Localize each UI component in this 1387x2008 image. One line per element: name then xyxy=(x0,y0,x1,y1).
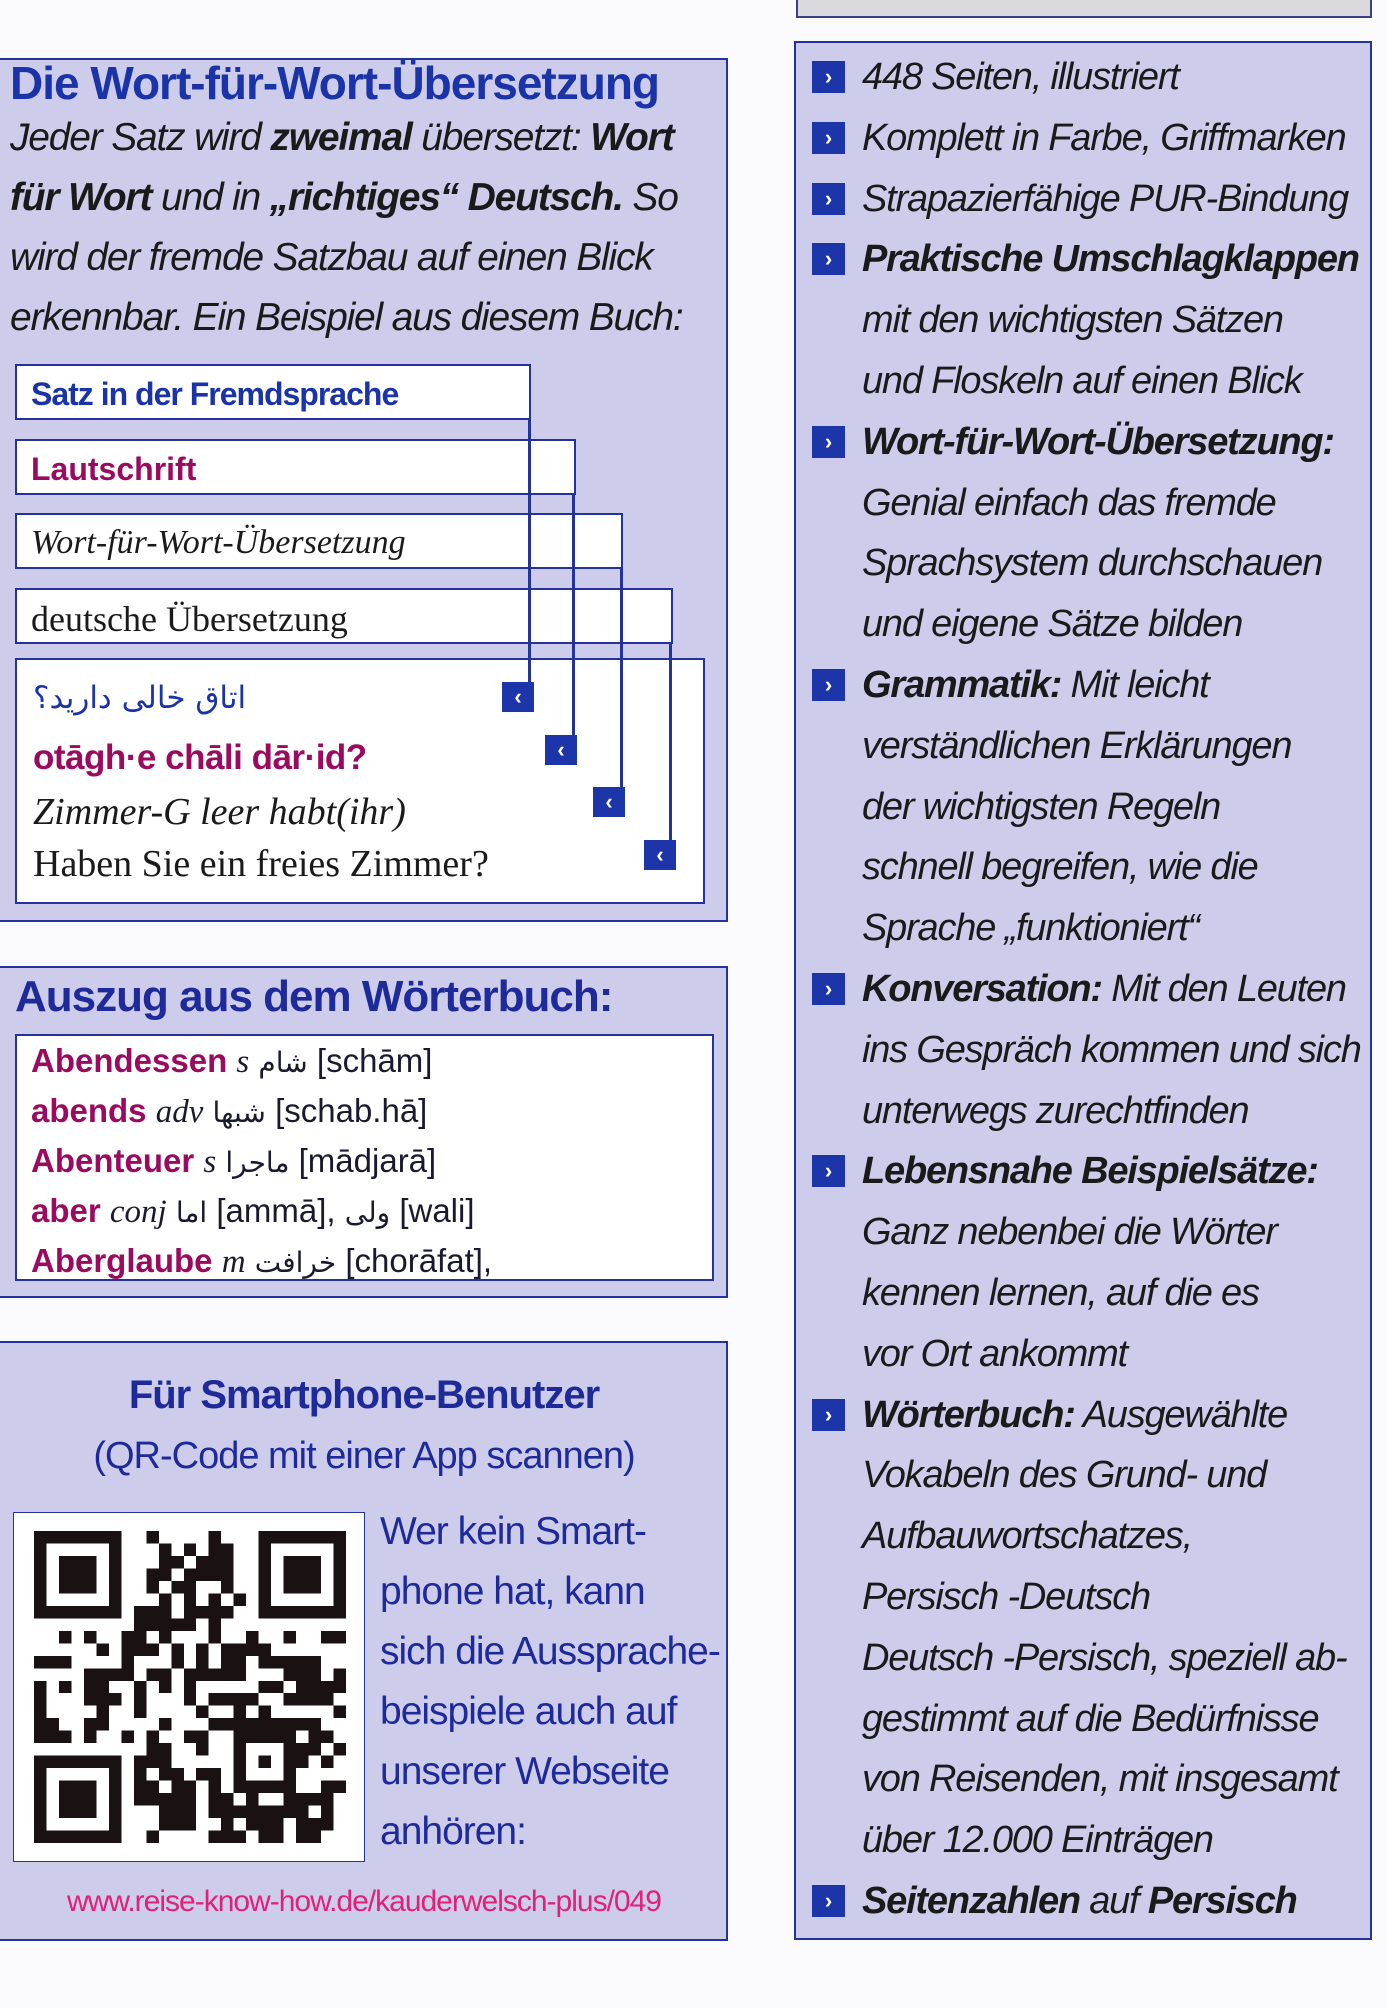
dictionary-entry xyxy=(31,1242,492,1281)
smartphone-text-line: sich die Aussprache- xyxy=(380,1630,720,1673)
feature-lead: Lebensnahe Beispielsätze: xyxy=(862,1150,1318,1193)
bullet-arrow-icon: › xyxy=(812,243,845,275)
feature-text: Ausgewählte xyxy=(1074,1393,1288,1436)
feature-item-line: von Reisenden, mit insgesamt xyxy=(862,1758,1338,1801)
feature-text: Mit den Leuten xyxy=(1101,968,1346,1010)
example-foreign: اتاق خالی دارید؟ xyxy=(33,680,247,716)
feature-text: Mit leicht xyxy=(1061,664,1209,706)
feature-item-line: der wichtigsten Regeln xyxy=(862,785,1221,828)
feature-item-line: schnell begreifen, wie die xyxy=(862,846,1258,889)
label-literal: Wort-für-Wort-Übersetzung xyxy=(31,524,406,561)
body-text: Jeder Satz wird xyxy=(10,116,271,159)
label-phonetic: Lautschrift xyxy=(31,451,197,487)
grammar-tag: s xyxy=(203,1144,217,1180)
transliteration: [chorāfat], xyxy=(345,1242,493,1279)
feature-item xyxy=(862,1880,1297,1922)
emphasis-text: zweimal xyxy=(270,116,412,159)
transliteration: [ammā], xyxy=(216,1192,336,1229)
feature-item-line: über 12.000 Einträgen xyxy=(862,1819,1213,1862)
persian-word: ولی xyxy=(344,1196,391,1229)
body-text: und in xyxy=(151,176,270,219)
grammar-tag: adv xyxy=(155,1094,204,1130)
transliteration: [schām] xyxy=(316,1042,433,1079)
persian-word: شام xyxy=(258,1046,308,1079)
example-german: Haben Sie ein freies Zimmer? xyxy=(33,843,489,885)
grammar-tag: conj xyxy=(109,1194,167,1230)
label-phonetic-box xyxy=(15,439,576,495)
emphasis-text: für Wort xyxy=(10,176,152,219)
wfw-body-line xyxy=(10,118,673,157)
example-literal: Zimmer-G leer habt(ihr) xyxy=(33,791,406,833)
bullet-arrow-icon: › xyxy=(812,426,845,458)
feature-item-line: Deutsch -Persisch, speziell ab- xyxy=(862,1636,1347,1679)
headword: Abenteuer xyxy=(31,1142,195,1179)
feature-lead: Praktische Umschlagklappen xyxy=(862,238,1359,281)
example-box xyxy=(15,658,705,904)
wfw-body-line xyxy=(10,178,678,217)
connector-line xyxy=(620,568,623,788)
feature-item xyxy=(862,1394,1287,1436)
bullet-arrow-icon: › xyxy=(812,1885,845,1917)
persian-word: ماجرا xyxy=(225,1146,290,1179)
qr-code-image xyxy=(34,1531,346,1843)
feature-item-line: Aufbauwortschatzes, xyxy=(862,1515,1192,1558)
feature-item-line: mit den wichtigsten Sätzen xyxy=(862,299,1283,342)
smartphone-text-line: anhören: xyxy=(380,1810,526,1853)
feature-text: Strapazierfähige PUR-Bindung xyxy=(862,177,1349,220)
headword: abends xyxy=(31,1092,147,1129)
dictionary-title: Auszug aus dem Wörterbuch: xyxy=(15,972,613,1021)
dictionary-entry xyxy=(31,1192,475,1231)
grammar-tag: m xyxy=(221,1244,246,1280)
connector-line xyxy=(669,643,672,841)
label-literal-box xyxy=(15,513,623,569)
arrow-left-icon: ‹ xyxy=(644,840,676,870)
dictionary-entries xyxy=(15,1034,714,1281)
feature-item xyxy=(862,56,1179,98)
feature-lead: Wort-für-Wort-Übersetzung: xyxy=(862,420,1334,463)
emphasis-text: Wort xyxy=(590,116,674,159)
arrow-left-icon: ‹ xyxy=(593,787,625,817)
feature-item-line: Sprache „funktioniert“ xyxy=(862,907,1199,950)
smartphone-text-line: phone hat, kann xyxy=(380,1570,645,1613)
grammar-tag: s xyxy=(236,1044,250,1080)
label-german: deutsche Übersetzung xyxy=(31,599,348,639)
feature-item-line: kennen lernen, auf die es xyxy=(862,1272,1259,1314)
example-phonetic: otāgh·e chāli dār·id? xyxy=(33,738,367,777)
feature-text: 448 Seiten, illustriert xyxy=(862,56,1179,98)
label-foreign-box xyxy=(15,364,531,420)
transliteration: [wali] xyxy=(399,1192,475,1229)
feature-item-line: Ganz nebenbei die Wörter xyxy=(862,1211,1277,1254)
body-text: wird der fremde Satzbau auf einen Blick xyxy=(10,236,653,279)
feature-lead: Konversation: xyxy=(862,968,1102,1010)
feature-item-line: Vokabeln des Grund- und xyxy=(862,1454,1267,1497)
bullet-arrow-icon: › xyxy=(812,1399,845,1431)
dictionary-entry xyxy=(31,1042,432,1081)
smartphone-text-line: beispiele auch auf xyxy=(380,1690,677,1733)
persian-word: اما xyxy=(175,1196,208,1229)
feature-item xyxy=(862,664,1208,706)
feature-item-line: Genial einfach das fremde xyxy=(862,481,1276,524)
dictionary-entry xyxy=(31,1142,436,1181)
feature-lead: Wörterbuch: xyxy=(862,1393,1075,1436)
feature-item xyxy=(862,178,1348,220)
bullet-arrow-icon: › xyxy=(812,973,845,1005)
feature-item xyxy=(862,1150,1318,1192)
connector-line xyxy=(572,494,575,736)
qr-code[interactable] xyxy=(13,1512,365,1862)
feature-item-line: ins Gespräch kommen und sich xyxy=(862,1028,1361,1071)
smartphone-text-line: Wer kein Smart- xyxy=(380,1510,646,1553)
feature-text: auf xyxy=(1079,1880,1148,1922)
feature-item-line: gestimmt auf die Bedürfnisse xyxy=(862,1697,1319,1740)
transliteration: [schab.hā] xyxy=(275,1092,428,1129)
headword: aber xyxy=(31,1192,101,1229)
feature-item-line: Sprachsystem durchschauen xyxy=(862,542,1323,585)
bullet-arrow-icon: › xyxy=(812,1155,845,1187)
feature-item-line: verständlichen Erklärungen xyxy=(862,724,1292,767)
feature-item xyxy=(862,117,1346,159)
dictionary-entry xyxy=(31,1092,427,1131)
feature-text: Komplett in Farbe, Griffmarken xyxy=(862,116,1346,159)
wfw-body-line xyxy=(10,238,653,277)
bullet-arrow-icon: › xyxy=(812,61,845,93)
bullet-arrow-icon: › xyxy=(812,669,845,701)
transliteration: [mādjarā] xyxy=(298,1142,437,1179)
bullet-arrow-icon: › xyxy=(812,183,845,215)
feature-item xyxy=(862,238,1359,280)
body-text: So xyxy=(622,176,678,219)
persian-word: خرافت xyxy=(254,1246,337,1279)
connector-line xyxy=(528,419,531,683)
arrow-left-icon: ‹ xyxy=(502,682,534,712)
headword: Abendessen xyxy=(31,1042,228,1079)
persian-word: شبها xyxy=(212,1096,266,1129)
body-text: übersetzt: xyxy=(411,116,591,159)
feature-lead: Grammatik: xyxy=(862,664,1062,706)
feature-item-line: Persisch -Deutsch xyxy=(862,1576,1150,1618)
label-foreign: Satz in der Fremdsprache xyxy=(31,376,399,412)
smartphone-text-line: unserer Webseite xyxy=(380,1750,669,1793)
feature-item-line: unterwegs zurechtfinden xyxy=(862,1089,1249,1132)
website-link[interactable]: www.reise-know-how.de/kauderwelsch-plus/049 xyxy=(67,1885,661,1918)
smartphone-title: Für Smartphone-Benutzer xyxy=(128,1373,600,1417)
top-grey-box xyxy=(796,0,1372,18)
bullet-arrow-icon: › xyxy=(812,122,845,154)
feature-tail: Persisch xyxy=(1147,1880,1297,1922)
feature-item xyxy=(862,421,1334,463)
headword: Aberglaube xyxy=(31,1242,213,1279)
emphasis-text: „richtiges“ Deutsch. xyxy=(269,176,623,219)
wfw-title: Die Wort-für-Wort-Übersetzung xyxy=(10,57,660,109)
wfw-body-line xyxy=(10,298,682,337)
feature-item-line: und eigene Sätze bilden xyxy=(862,603,1243,646)
feature-lead: Seitenzahlen xyxy=(862,1880,1080,1922)
arrow-left-icon: ‹ xyxy=(545,735,577,765)
smartphone-subtitle: (QR-Code mit einer App scannen) xyxy=(93,1435,635,1477)
body-text: erkennbar. Ein Beispiel aus diesem Buch: xyxy=(10,296,683,339)
feature-item-line: und Floskeln auf einen Blick xyxy=(862,360,1302,402)
feature-item-line: vor Ort ankommt xyxy=(862,1332,1127,1375)
feature-item xyxy=(862,968,1346,1010)
